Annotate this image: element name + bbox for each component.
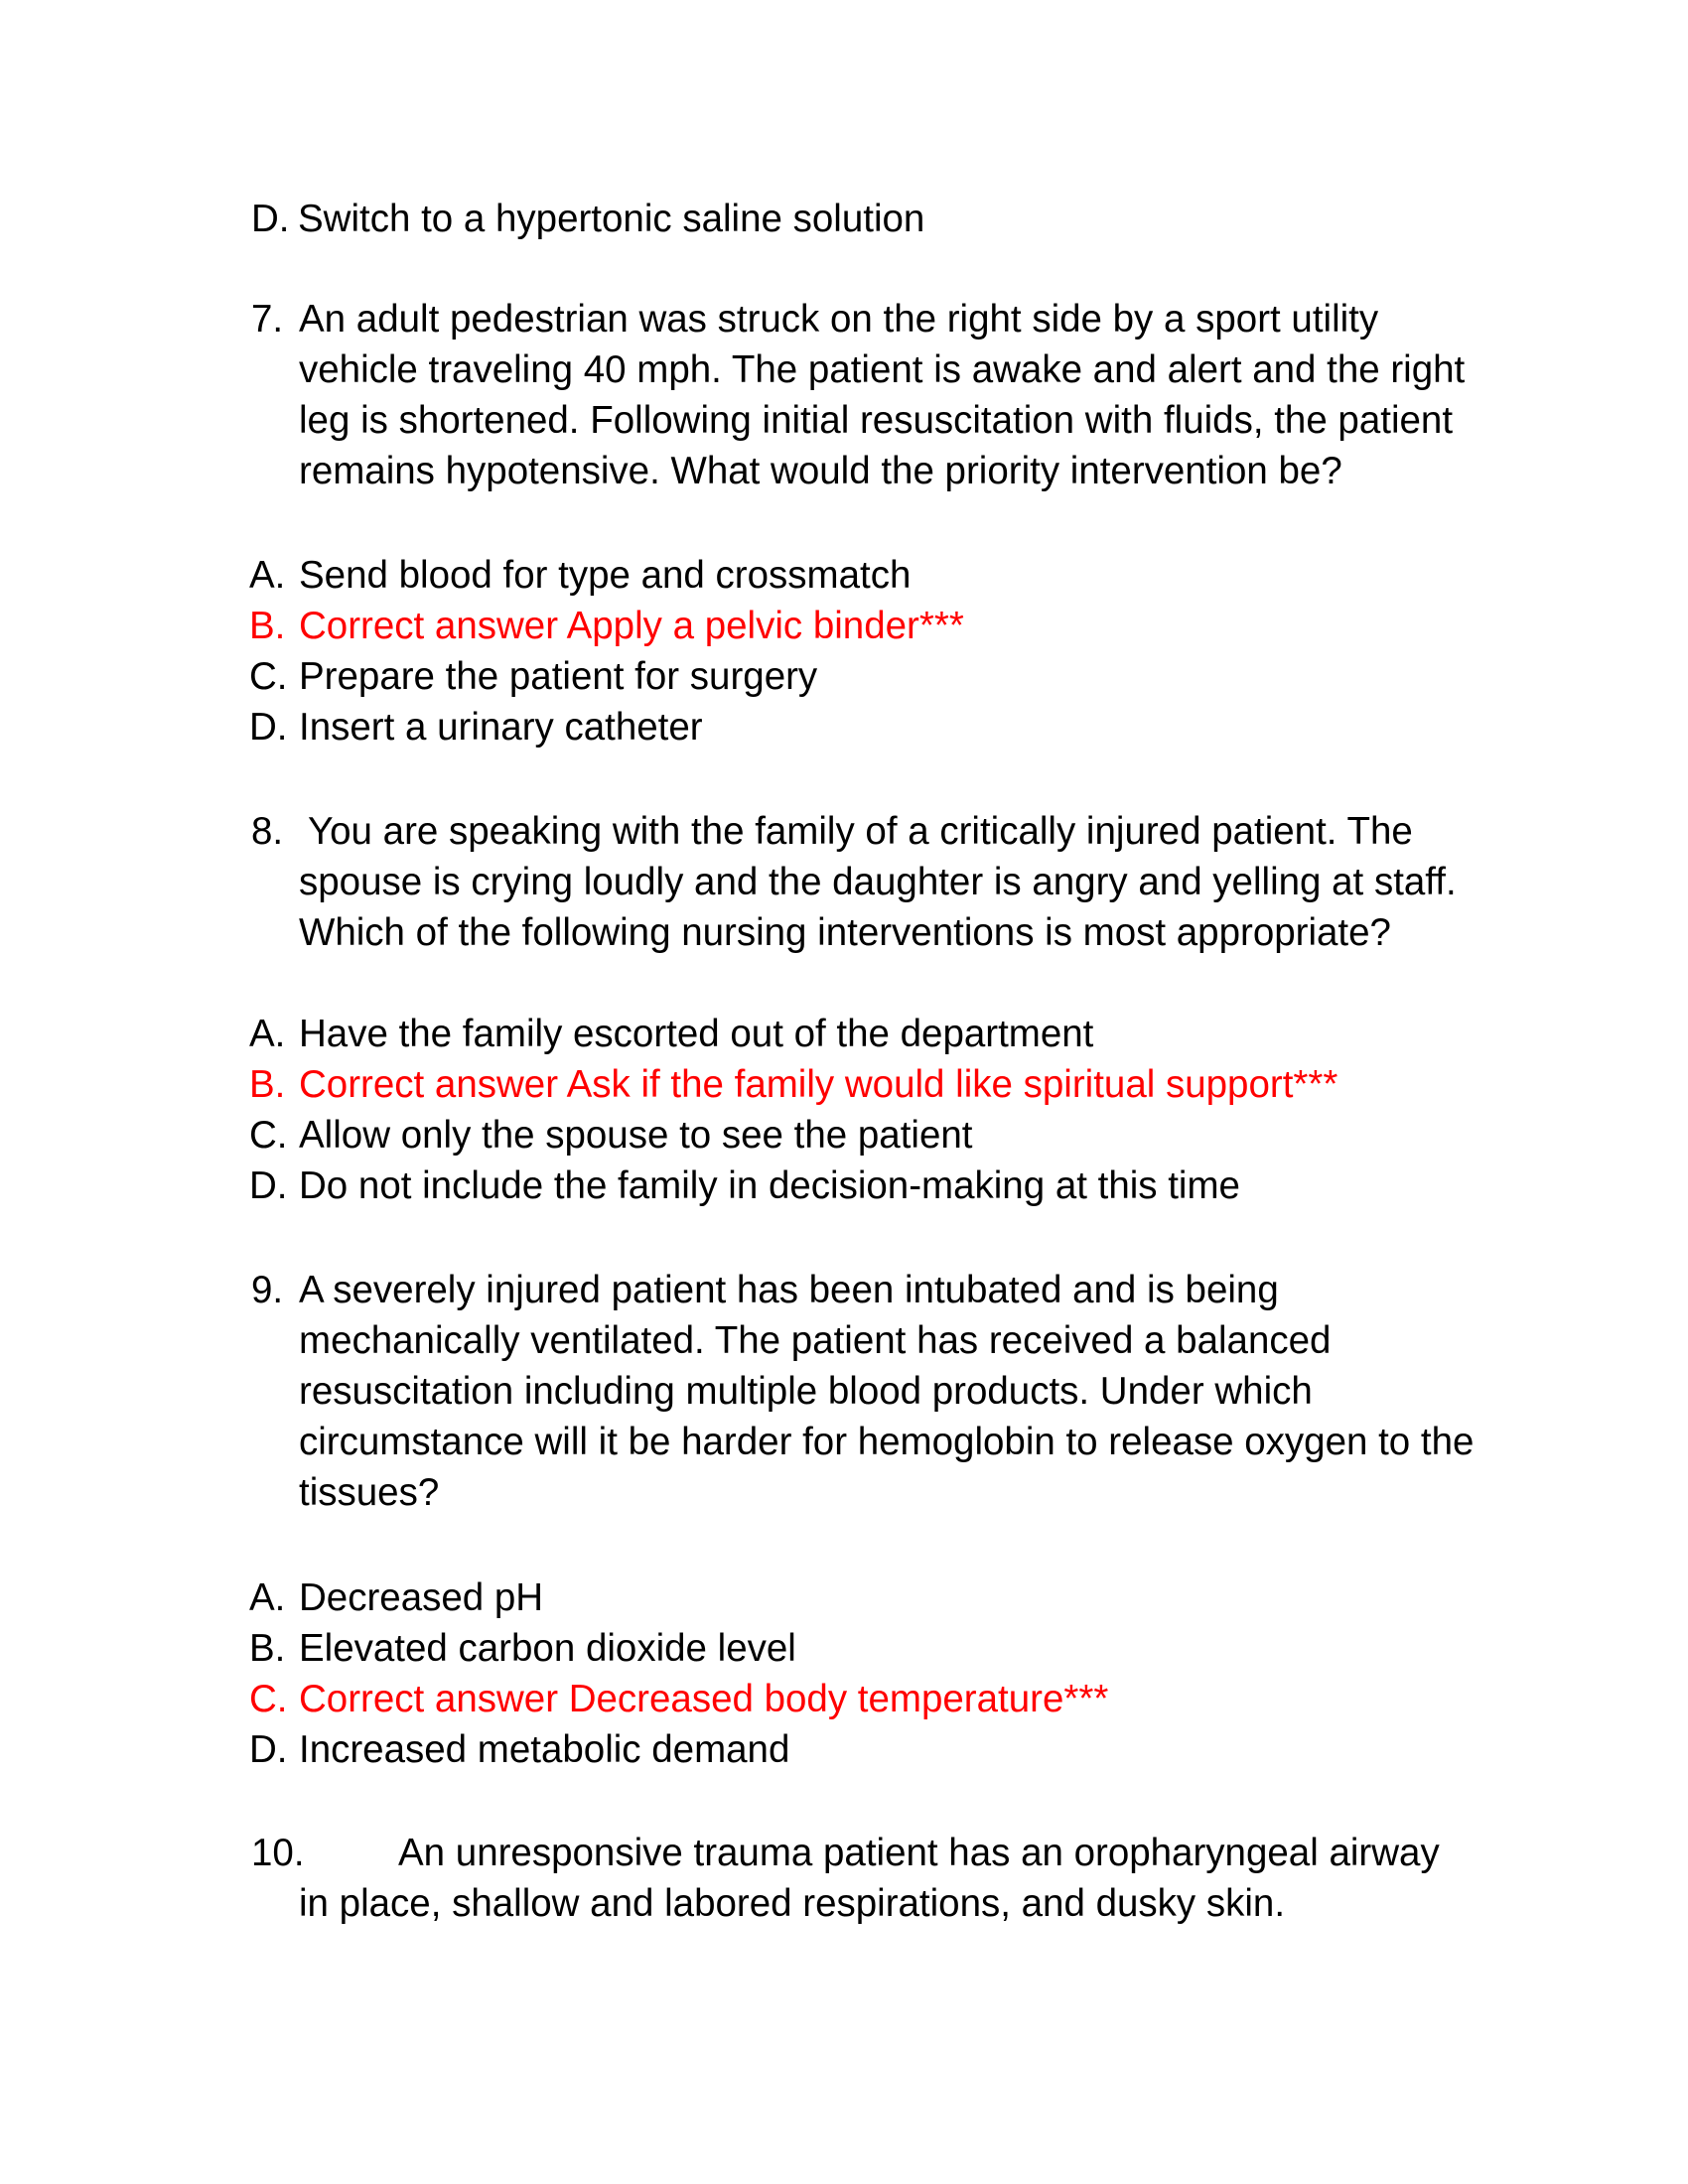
question-stem-line: in place, shallow and labored respirations, and dusky skin. xyxy=(299,1882,1286,1925)
option-text: Correct answer Decreased body temperature*** xyxy=(299,1678,1109,1720)
option-letter: C. xyxy=(249,655,288,698)
question-stem-line: vehicle traveling 40 mph. The patient is awake and alert and the right xyxy=(299,348,1466,391)
option-letter: D. xyxy=(249,1728,288,1771)
option-letter: B. xyxy=(249,1627,286,1670)
question-stem-line: resuscitation including multiple blood products. Under which xyxy=(299,1370,1313,1413)
question-stem-line: An unresponsive trauma patient has an oropharyngeal airway xyxy=(398,1832,1440,1874)
option-text: Have the family escorted out of the department xyxy=(299,1013,1094,1055)
question-stem-line: You are speaking with the family of a critically injured patient. The xyxy=(308,810,1413,853)
question-number: 7. xyxy=(251,298,284,341)
option-letter: D. xyxy=(249,1164,288,1207)
question-number: 8. xyxy=(251,810,284,853)
question-stem-line: remains hypotensive. What would the priority intervention be? xyxy=(299,450,1342,492)
option-text: Decreased pH xyxy=(299,1576,544,1619)
option-text: Allow only the spouse to see the patient xyxy=(299,1114,973,1157)
question-stem-line: mechanically ventilated. The patient has received a balanced xyxy=(299,1319,1332,1362)
option-text: Elevated carbon dioxide level xyxy=(299,1627,796,1670)
question-stem-line: tissues? xyxy=(299,1471,440,1514)
option-text: Send blood for type and crossmatch xyxy=(299,554,912,597)
question-stem-line: An adult pedestrian was struck on the right side by a sport utility xyxy=(299,298,1379,341)
option-letter: A. xyxy=(249,554,286,597)
option-letter: D. xyxy=(249,706,288,749)
option-letter: C. xyxy=(249,1678,288,1720)
question-stem-line: Which of the following nursing interventions is most appropriate? xyxy=(299,911,1391,954)
option-text: Correct answer Apply a pelvic binder*** xyxy=(299,605,964,647)
option-letter: D. xyxy=(251,198,290,240)
option-letter: B. xyxy=(249,605,286,647)
option-letter: A. xyxy=(249,1013,286,1055)
option-text: Switch to a hypertonic saline solution xyxy=(298,198,925,240)
question-stem-line: spouse is crying loudly and the daughter is angry and yelling at staff. xyxy=(299,861,1457,903)
question-stem-line: A severely injured patient has been intubated and is being xyxy=(299,1269,1279,1311)
option-text: Do not include the family in decision-making at this time xyxy=(299,1164,1240,1207)
question-number: 10. xyxy=(251,1832,305,1874)
option-text: Insert a urinary catheter xyxy=(299,706,703,749)
question-stem-line: circumstance will it be harder for hemoglobin to release oxygen to the xyxy=(299,1421,1475,1463)
option-text: Correct answer Ask if the family would like spiritual support*** xyxy=(299,1063,1338,1106)
option-letter: B. xyxy=(249,1063,286,1106)
question-stem-line: leg is shortened. Following initial resuscitation with fluids, the patient xyxy=(299,399,1454,442)
option-text: Increased metabolic demand xyxy=(299,1728,790,1771)
question-number: 9. xyxy=(251,1269,284,1311)
option-letter: C. xyxy=(249,1114,288,1157)
option-text: Prepare the patient for surgery xyxy=(299,655,818,698)
option-letter: A. xyxy=(249,1576,286,1619)
